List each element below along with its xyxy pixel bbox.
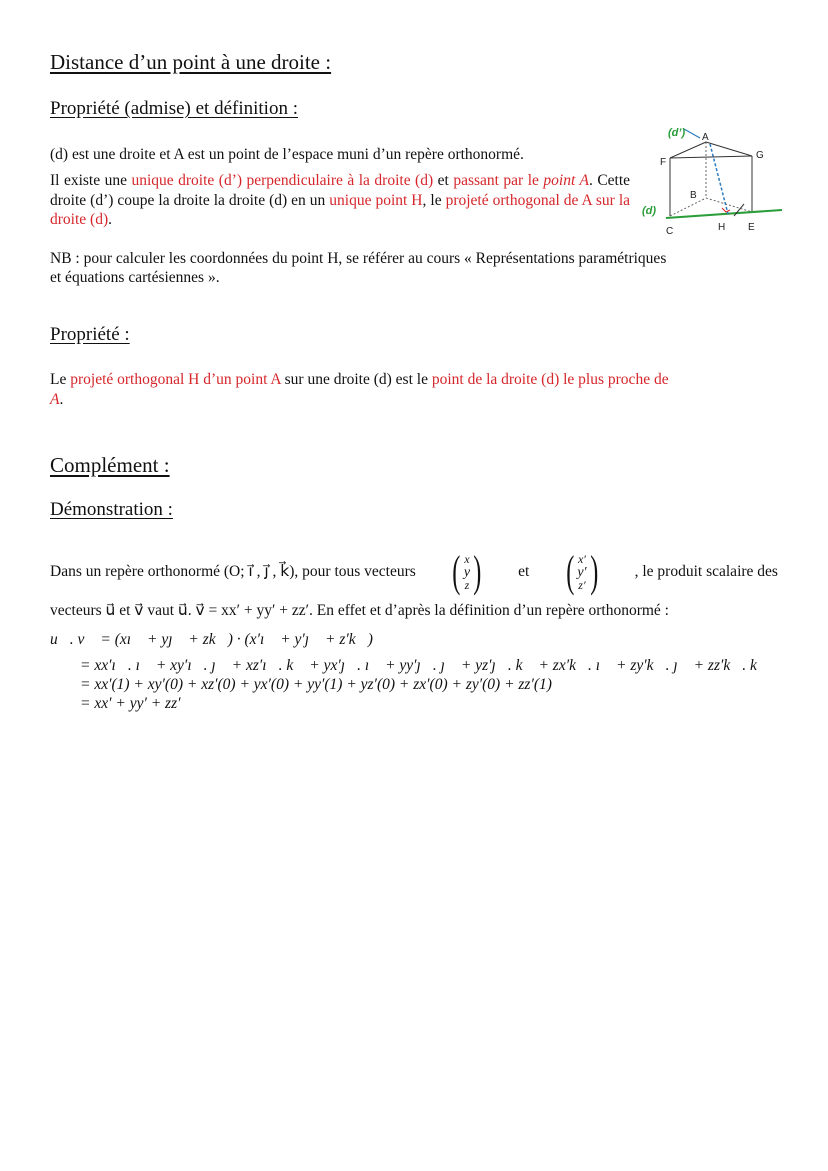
demo-line-1 xyxy=(50,543,778,601)
nb-line-1: NB : pour calculer les coordonnées du point H, se référer au cours « Représentations paramétriques xyxy=(50,250,667,267)
text-segment: sur une droite (d) est le xyxy=(280,371,432,388)
page-title: Distance d’un point à une droite : xyxy=(50,50,332,74)
v-y: y′ xyxy=(577,564,587,580)
definition-paragraph xyxy=(50,171,630,230)
line-dprime-extension xyxy=(684,129,700,138)
demo-text-b: , le produit scalaire des xyxy=(634,563,778,581)
v-z: z′ xyxy=(578,577,586,592)
paren-close: ) xyxy=(473,547,482,596)
vector-u-column xyxy=(449,547,485,596)
u-x: x xyxy=(464,551,470,566)
highlight-projection: projeté orthogonal de A sur la droite (d) xyxy=(50,191,631,228)
demo-et: et xyxy=(518,563,530,581)
line-d xyxy=(666,210,782,218)
label-dprime: (d’) xyxy=(668,127,686,139)
demo-text-a: Dans un repère orthonormé (O; ı⃗ , ȷ⃗ , k⃗), pour tous vecteurs xyxy=(50,563,416,581)
edge-be-hidden xyxy=(706,198,752,212)
paren-open: ( xyxy=(452,547,461,596)
section-heading-property: Propriété : xyxy=(50,324,130,345)
text-segment: . xyxy=(59,390,64,408)
paren-open: ( xyxy=(565,547,575,596)
complement-heading: Complément : xyxy=(50,453,170,477)
definition-intro: (d) est une droite et A est un point de l’espace muni d’un repère orthonormé. xyxy=(50,146,524,163)
text-segment: et xyxy=(433,172,454,189)
demonstration-heading: Démonstration : xyxy=(50,499,173,520)
label-h: H xyxy=(718,222,726,233)
equation-2: = xx′ı⃗. ı⃗ + xy′ı⃗. ȷ⃗ + xz′ı⃗. k⃗ + yx′ȷ⃗. ı⃗ + yy′ȷ⃗. ȷ⃗ + yz′ȷ⃗. k⃗ + zx′k⃗. ı⃗ + zy′k⃗. ȷ⃗ + zz′k⃗. k⃗ xyxy=(80,657,769,674)
v-x: x′ xyxy=(577,551,586,566)
label-a: A xyxy=(702,132,709,143)
label-c: C xyxy=(666,226,674,237)
label-f: F xyxy=(660,157,667,168)
highlight-closest-point: point de la droite (d) le plus proche de xyxy=(431,371,669,388)
text-segment: Le xyxy=(50,371,71,388)
vector-v-column xyxy=(563,547,602,596)
text-segment: , le xyxy=(422,191,442,209)
edge-fg xyxy=(670,156,752,158)
u-z: z xyxy=(464,577,470,592)
nb-line-2: et équations cartésiennes ». xyxy=(50,269,220,286)
edge-cb-hidden xyxy=(670,198,706,216)
highlight-projection-h: projeté orthogonal H d’un point A xyxy=(70,371,281,388)
cube-figure xyxy=(636,120,786,238)
label-g: G xyxy=(756,150,764,161)
text-segment: Il existe une xyxy=(50,172,132,189)
highlight-point-a: A xyxy=(50,390,60,408)
equation-1: u⃗. v⃗ = (xı⃗ + yȷ⃗ + zk⃗) · (x′ı⃗ + y′ȷ⃗ + z′k⃗) xyxy=(50,631,373,648)
highlight-unique-point: unique point H xyxy=(329,191,423,209)
u-y: y xyxy=(463,564,471,580)
property-paragraph xyxy=(50,370,778,409)
line-he xyxy=(734,204,744,216)
text-segment: . Cette droite (d’) coupe la droite la droite (d) en un xyxy=(50,172,631,209)
label-b: B xyxy=(690,190,697,201)
section-heading-definition: Propriété (admise) et définition : xyxy=(50,98,298,119)
label-d: (d) xyxy=(642,205,657,217)
line-dprime xyxy=(710,144,728,214)
edge-fa xyxy=(670,142,706,158)
text-segment: . xyxy=(108,211,112,228)
highlight-perpendicular: unique droite (d’) perpendiculaire à la droite (d) xyxy=(131,172,434,189)
highlight-passing: passant par le xyxy=(453,172,539,189)
equation-4: = xx′ + yy′ + zz′ xyxy=(80,695,181,712)
label-e: E xyxy=(748,222,755,233)
paren-close: ) xyxy=(589,547,598,596)
demo-line-2: vecteurs u⃗ et v⃗ vaut u⃗. v⃗ = xx′ + yy′ + zz′. En effet et d’après la définition d’un repère orthonormé : xyxy=(50,602,669,619)
equation-3: = xx′(1) + xy′(0) + xz′(0) + yx′(0) + yy′(1) + yz′(0) + zx′(0) + zy′(0) + zz′(1) xyxy=(80,676,552,693)
highlight-point-a: point A xyxy=(543,172,589,189)
